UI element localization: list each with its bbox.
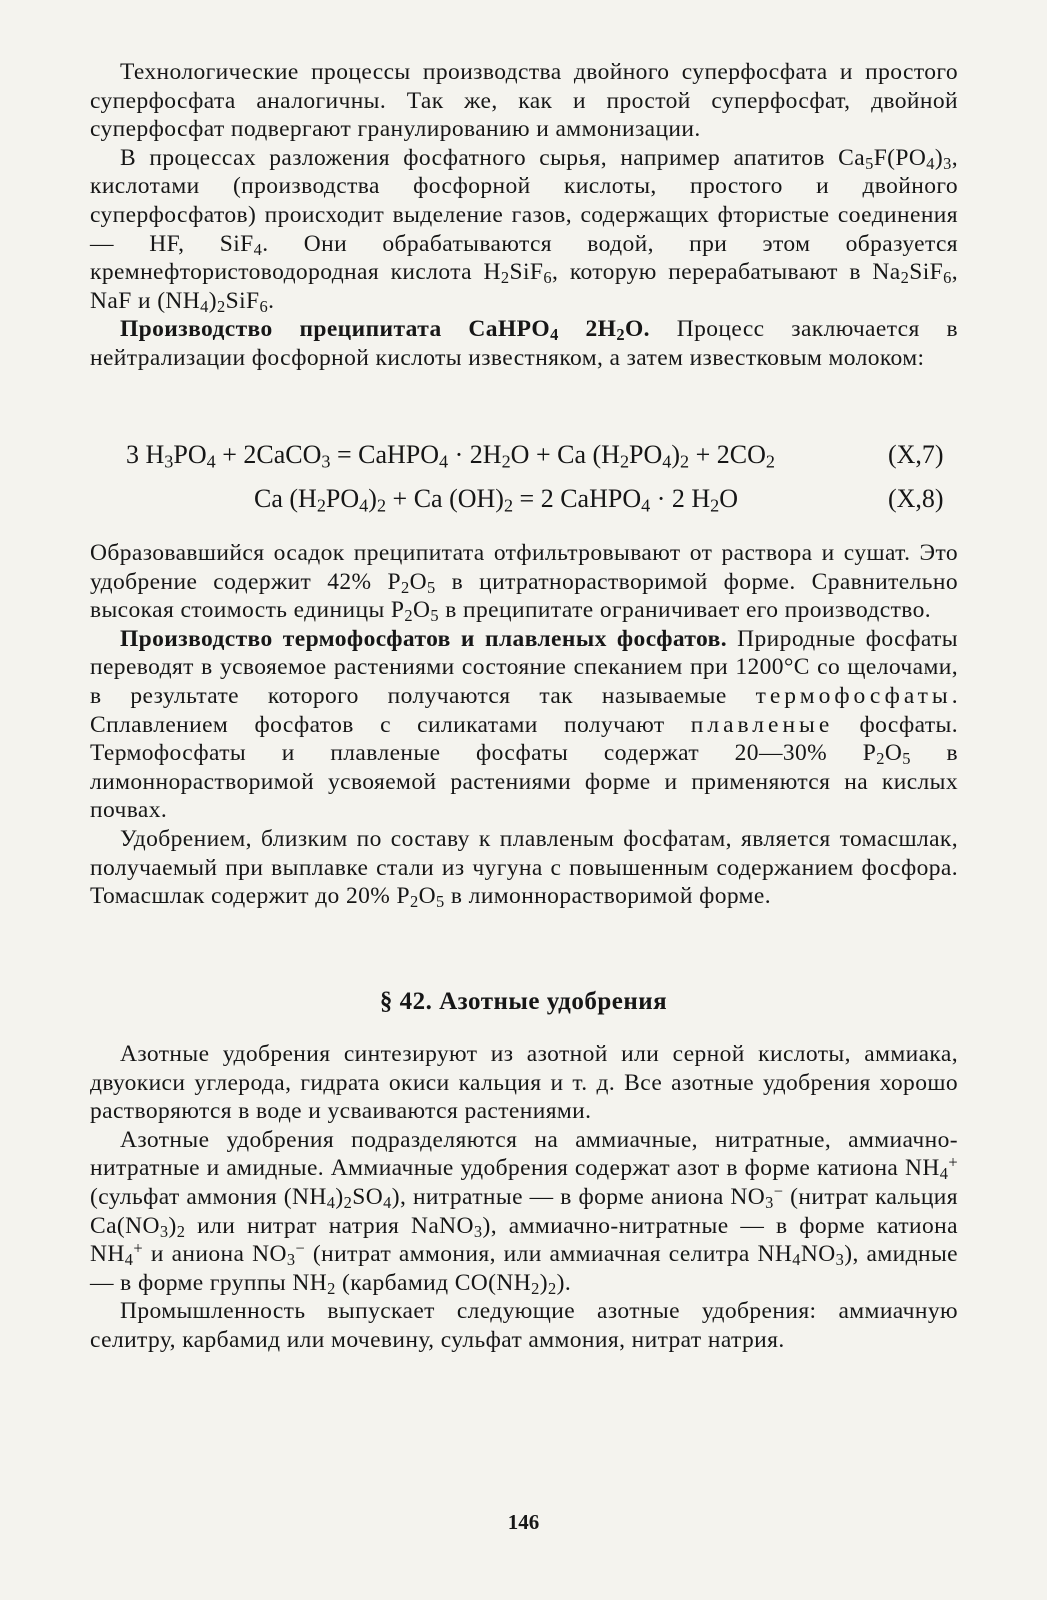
paragraph-superphosphate-processes: Технологические процессы производства двойного суперфосфата и простого суперфосфата аналогичны. Так же, как и простой суперфосфат, двойной суперфосфат подвергают гранулированию и аммонизации. <box>90 59 958 143</box>
run-in-heading-precipitate: Производство преципитата CaHPO$_4$ $2H_2O$. <box>120 316 650 345</box>
paragraph-thermophosphates: Производство термофосфатов и плавленых фосфатов. Природные фосфаты переводят в усвояемое растениями состояние спеканием при 1200°С со щелочами, в результате которого получаются так называемые термофосфаты. Сплавлением фосфатов с силикатами получают плавленые фосфаты. Термофосфаты и плавленые фосфаты содержат 20—30% $P_2O_5$ в лимоннорастворимой усвояемой растениями форме и применяются на кислых почвах. <box>90 625 959 824</box>
equation-number-x8: (X,8) <box>888 484 944 513</box>
text-block-middle <box>90 539 958 911</box>
page-number: 146 <box>507 1510 540 1534</box>
paragraph-nitrogen-classification: Азотные удобрения подразделяются на аммиачные, нитратные, аммиачно-нитратные и амидные. Аммиачные удобрения содержат азот в форме катиона $NH_4^+$ (сульфат аммония $(NH_4)_2SO_4$), нитратные — в форме аниона $NO_3^-$ (нитрат кальция $Ca(NO_3)_2$ или нитрат натрия NaNO$_3$), аммиачно-нитратные — в форме катиона $NH_4^+$ и аниона $NO_3^-$ (нитрат аммония, или аммиачная селитра $NH_4NO_3$), амидные — в форме группы $NH_2$ (карбамид $CO(NH_2)_2$). <box>90 1126 958 1298</box>
paragraph-thomas-slag: Удобрением, близким по составу к плавленым фосфатам, является томасшлак, получаемый при выплавке стали из чугуна с повышенным содержанием фосфора. Томасшлак содержит до 20% $P_2O_5$ в лимоннорастворимой форме. <box>90 825 958 912</box>
run-in-heading-thermophosphates: Производство термофосфатов и плавленых фосфатов. <box>120 625 727 652</box>
section-heading: § 42. Азотные удобрения <box>379 988 668 1015</box>
equation-x7: 3 $H_3PO_4$ + 2CaCO$_3$ = CaHPO$_4$ · $2H_2O + Ca$ $(H_2PO_4)_2 + 2CO_2$ <box>126 440 776 472</box>
spaced-term-thermophosphates: термофосфаты <box>755 682 952 709</box>
text-block-bottom <box>90 1040 958 1355</box>
spaced-term-fused: плавленые <box>690 711 834 738</box>
text-block-top <box>90 58 958 373</box>
paragraph-precipitate-filtration: Образовавшийся осадок преципитата отфильтровывают от раствора и сушат. Это удобрение содержит 42% $P_2O_5$ в цитратнорастворимой форме. Сравнительно высокая стоимость единицы $P_2O_5$ в преципитате ограничивает его производство. <box>90 540 959 626</box>
equation-number-x7: (X,7) <box>888 440 944 469</box>
equation-x8: Ca $(H_2PO_4)_2 + Ca$ $(OH)_2 = 2$ CaHPO$_4$ · 2 $H_2O$ <box>254 484 739 516</box>
paragraph-fluorine-gases: В процессах разложения фосфатного сырья, например апатитов $Ca_5F(PO_4)_3$, кислотами (производства фосфорной кислоты, простого и двойного суперфосфатов) происходит выделение газов, содержащих фтористые соединения — HF, SiF$_4$. Они обрабатываются водой, при этом образуется кремнефтористоводородная кислота $H_2SiF_6$, которую перерабатывают в $Na_2SiF_6$, NaF и $(NH_4)_2SiF_6$. <box>90 144 959 316</box>
paragraph-precipitate-production: Производство преципитата CaHPO$_4$ $2H_2O$. Процесс заключается в нейтрализации фосфорной кислоты известняком, а затем известковым молоком: <box>90 316 959 371</box>
paragraph-nitrogen-synthesis: Азотные удобрения синтезируют из азотной или серной кислоты, аммиака, двуокиси углерода, гидрата окиси кальция и т. д. Все азотные удобрения хорошо растворяются в воде и усваиваются растениями. <box>90 1041 958 1125</box>
paragraph-industry-products: Промышленность выпускает следующие азотные удобрения: аммиачную селитру, карбамид или мочевину, сульфат аммония, нитрат натрия. <box>90 1298 958 1353</box>
